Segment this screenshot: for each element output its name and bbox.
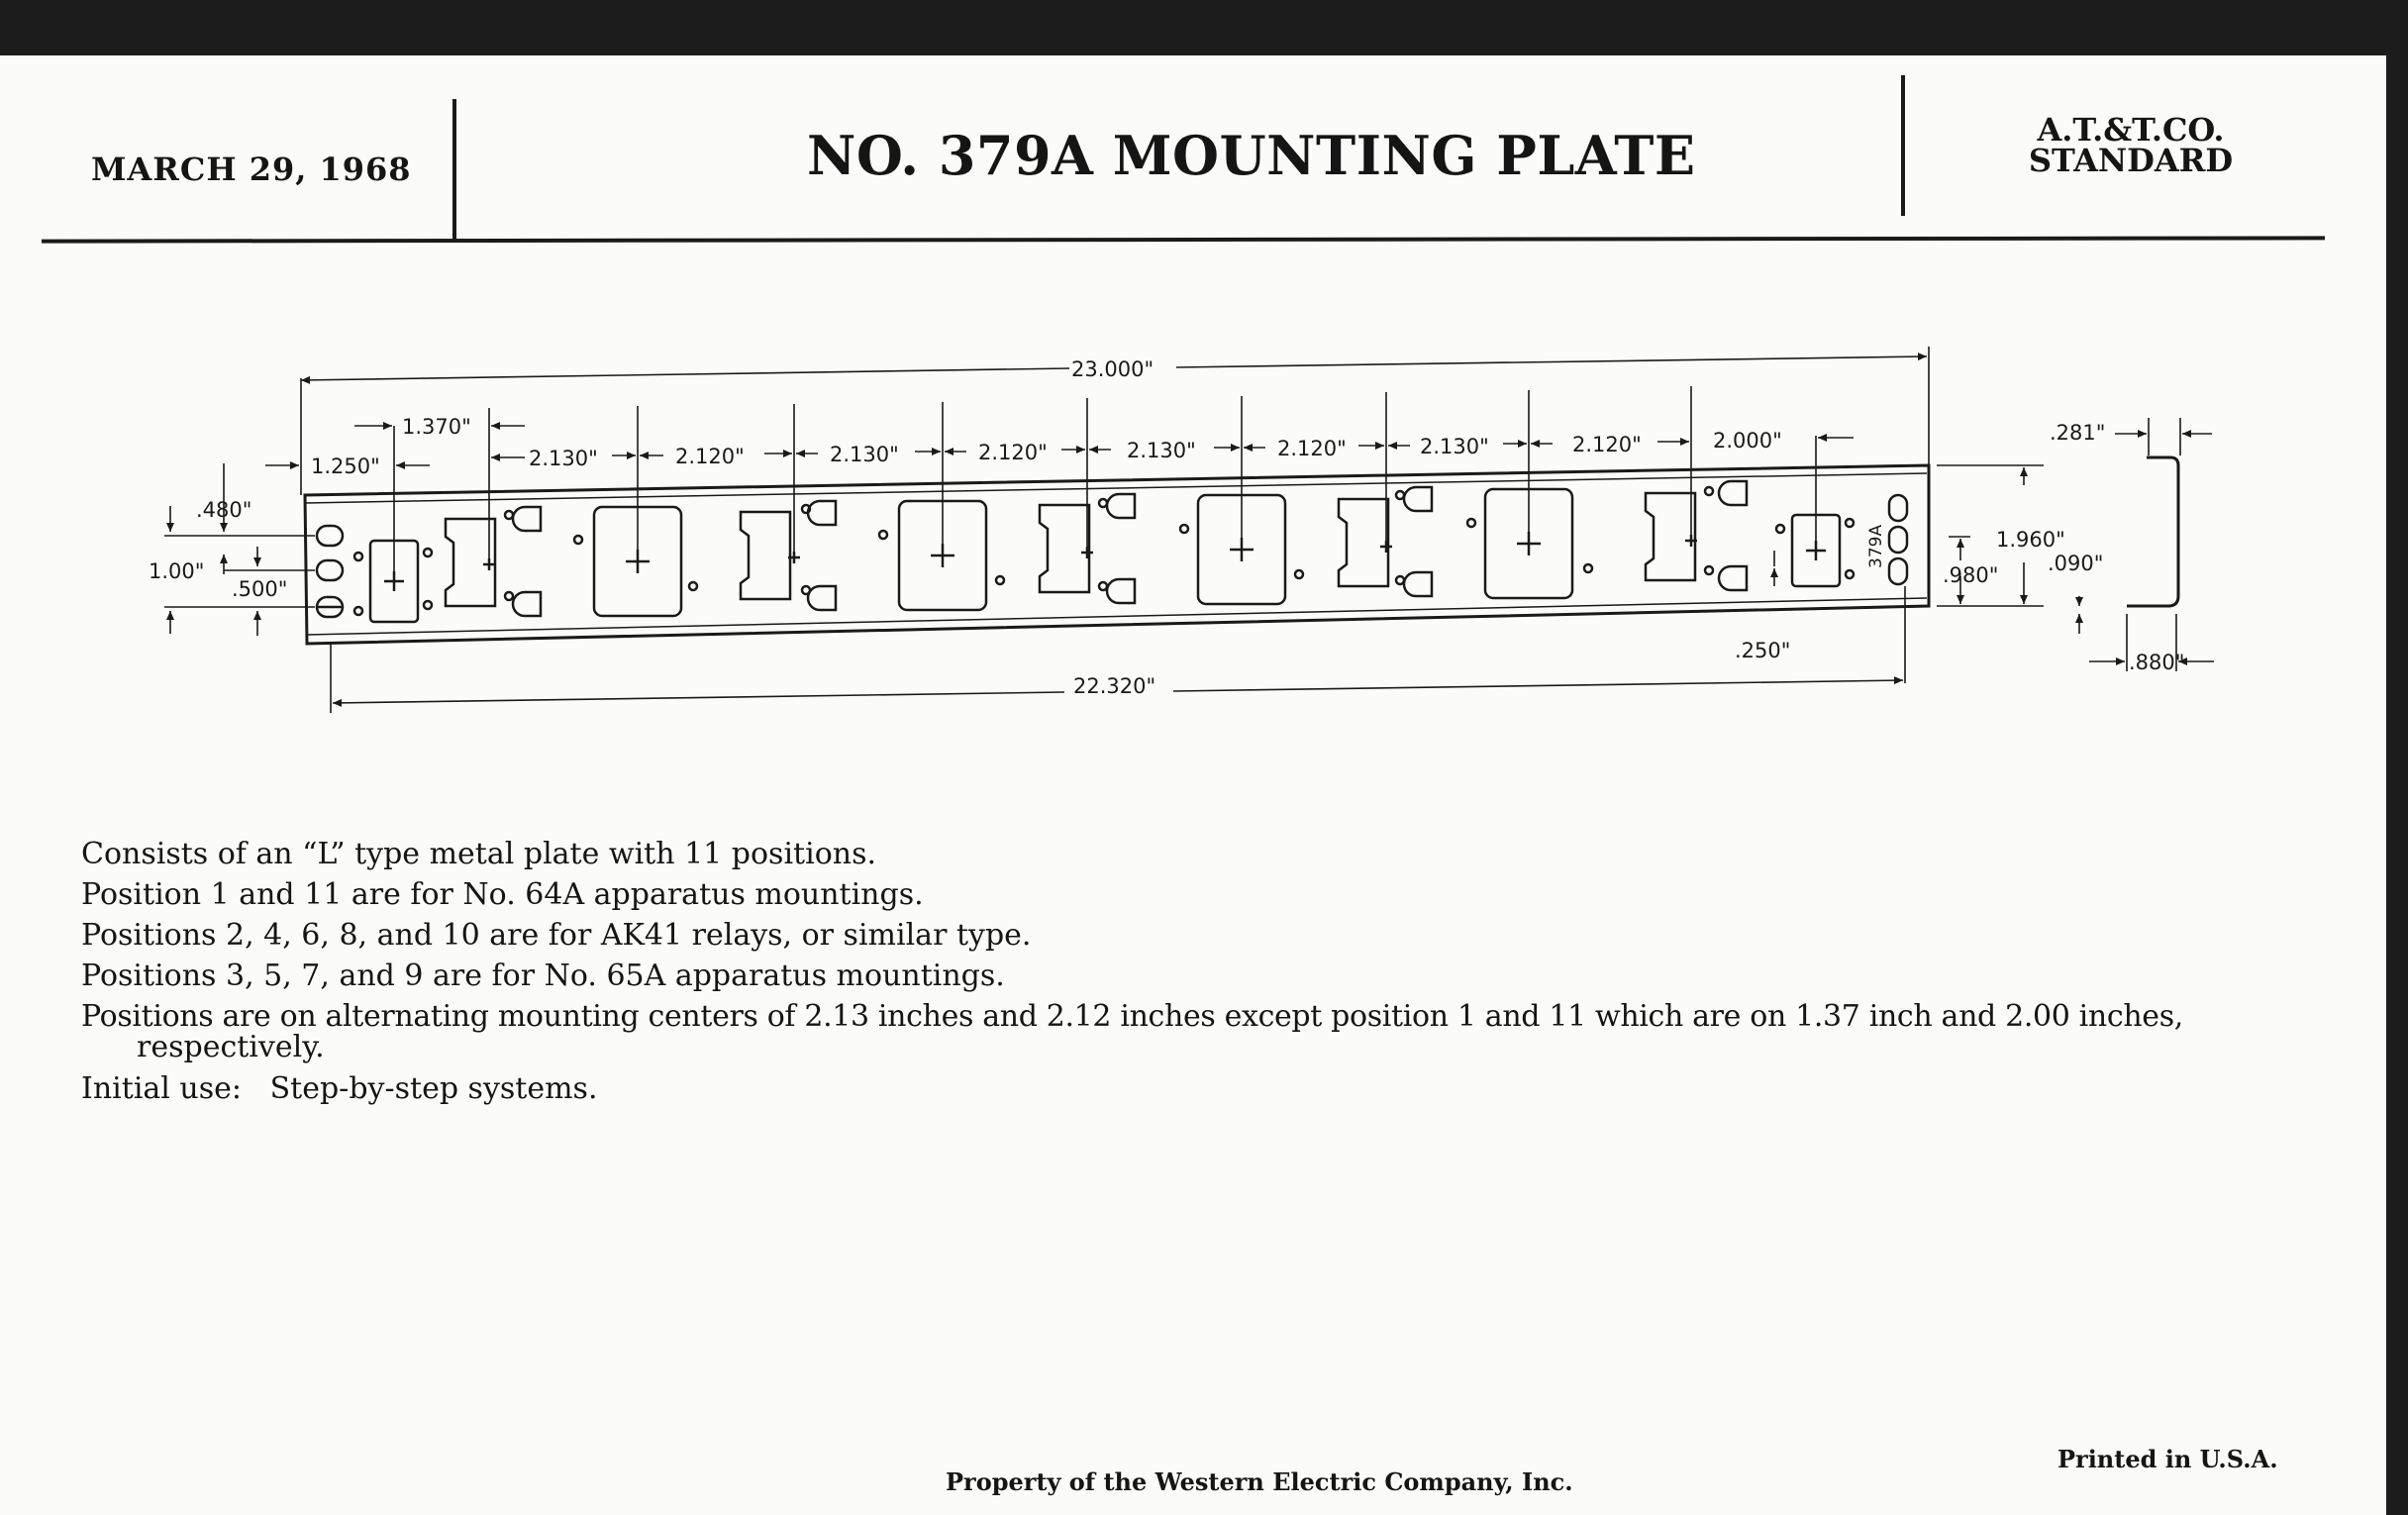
dim-spacing-4: 2.130" [830,443,899,466]
dim-flange-width: .281" [2050,421,2106,445]
dim-slot-span: 1.00" [149,559,205,583]
header-divider-left [452,99,456,242]
end-view-profile [2127,457,2178,606]
page-title: NO. 379A MOUNTING PLATE [807,124,1696,187]
position-5-mounting [879,501,1004,610]
dim-first-spacing: 1.370" [402,415,471,439]
dim-slot-pitch: .480" [196,498,252,522]
description-continuation: respectively. [137,1030,325,1064]
position-11-mounting [1776,515,1854,586]
dim-spacing-9: 2.120" [1572,433,1642,456]
dim-spacing-8: 2.130" [1420,435,1489,458]
dim-first-offset: 1.250" [311,454,380,478]
part-marking: 379A [1866,524,1886,568]
dim-last-spacing: 2.000" [1713,429,1782,453]
end-slots [1889,495,1907,584]
dim-spacing-7: 2.120" [1277,437,1347,460]
mounting-slots [317,526,343,617]
dim-spacing-5: 2.120" [978,441,1048,464]
relay-position-4 [741,501,836,610]
dim-hole-span: 22.320" [1073,674,1156,698]
dim-base-width: .880" [2129,651,2185,674]
dim-slot-offset: .500" [232,577,288,601]
relay-position-10 [1646,481,1747,590]
description-line: Position 1 and 11 are for No. 64A apparatus mountings. [81,877,924,912]
description-line: Positions 2, 4, 6, 8, and 10 are for AK41 relays, or similar type. [81,918,1032,953]
relay-position-8 [1339,487,1432,596]
standard-label-line2: STANDARD [2028,142,2234,179]
standard-label-line1: A.T.&T.CO. [2037,111,2225,149]
position-9-mounting [1467,489,1592,598]
ownership-notice: Property of the Western Electric Company, Inc. [946,1467,1573,1496]
dim-edge-offset: .250" [1735,639,1791,662]
dim-spacing-3: 2.120" [675,445,745,468]
relay-position-2 [446,507,541,616]
description-line: Positions 3, 5, 7, and 9 are for No. 65A apparatus mountings. [81,959,1005,993]
dim-overall-length: 23.000" [1071,357,1154,381]
mounting-plate-drawing [0,327,2408,723]
header-divider-right [1901,75,1905,216]
dim-flange-height: 1.960" [1996,528,2065,552]
description-block [81,834,2378,1109]
spec-card [0,55,2386,1515]
position-1-mounting [354,541,432,622]
issue-date: MARCH 29, 1968 [91,151,412,188]
dim-thickness: .090" [2048,552,2104,575]
dim-spacing-6: 2.130" [1127,439,1196,462]
description-line: Positions are on alternating mounting centers of 2.13 inches and 2.12 inches except position 1 and 11 which are on 1.37 inch and 2.00 inches, [81,999,2183,1034]
printed-notice: Printed in U.S.A. [2057,1445,2278,1473]
initial-use: Initial use: Step-by-step systems. [81,1071,598,1106]
dim-half-height: .980" [1943,563,1999,587]
dim-spacing-2: 2.130" [529,447,598,470]
description-line: Consists of an “L” type metal plate with 11 positions. [81,837,877,871]
position-3-mounting [574,507,697,616]
